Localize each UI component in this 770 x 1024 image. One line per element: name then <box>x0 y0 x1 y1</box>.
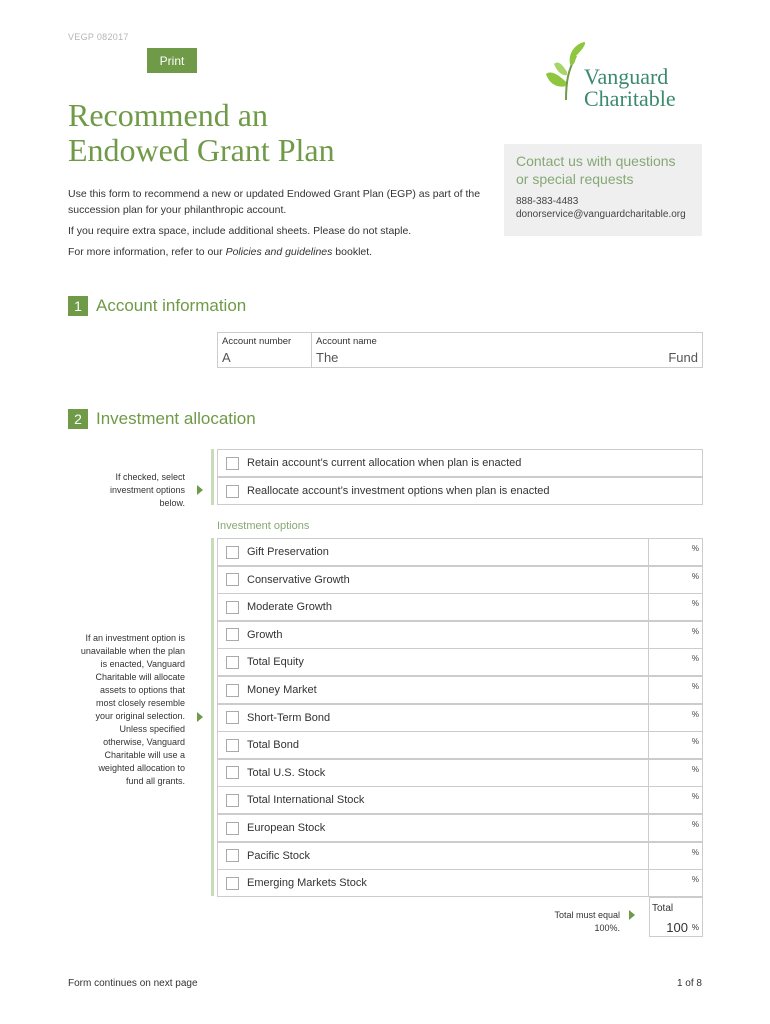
retain-allocation-label: Retain account’s current allocation when plan is enacted <box>247 457 522 469</box>
investment-option-row[interactable] <box>217 731 703 759</box>
investment-option-row[interactable] <box>217 593 703 621</box>
contact-box <box>504 144 702 236</box>
investment-option-checkbox[interactable] <box>226 601 239 614</box>
investment-option-label: Total U.S. Stock <box>247 766 326 779</box>
investment-option-label: Moderate Growth <box>247 601 332 614</box>
reallocate-checkbox[interactable] <box>226 485 239 498</box>
form-code: VEGP 082017 <box>68 32 129 42</box>
investment-option-checkbox[interactable] <box>226 573 239 586</box>
investment-option-percent-input[interactable] <box>649 621 703 649</box>
section-2-header <box>68 409 256 429</box>
form-continues-note: Form continues on next page <box>68 978 198 989</box>
contact-heading-line1: Contact us with questions <box>516 153 676 169</box>
investment-option-checkbox[interactable] <box>226 822 239 835</box>
investment-option-percent-input[interactable] <box>649 759 703 787</box>
investment-option-row[interactable] <box>217 814 703 842</box>
investment-option-label: European Stock <box>247 822 326 834</box>
investment-option-checkbox[interactable] <box>226 628 239 641</box>
investment-option-checkbox[interactable] <box>226 684 239 697</box>
investment-option-cell[interactable] <box>217 842 649 870</box>
account-name-suffix: Fund <box>668 350 698 365</box>
investment-option-percent-input[interactable] <box>649 786 703 814</box>
investment-option-row[interactable] <box>217 869 703 897</box>
account-number-value: A <box>222 350 231 365</box>
contact-phone: 888-383-4483 <box>516 196 579 207</box>
investment-option-label: Total International Stock <box>247 794 365 807</box>
investment-option-label: Pacific Stock <box>247 849 310 862</box>
investment-option-row[interactable] <box>217 842 703 870</box>
investment-option-checkbox[interactable] <box>226 656 239 669</box>
investment-options-heading: Investment options <box>217 520 310 532</box>
title-line1: Recommend an <box>68 97 268 133</box>
percent-sign: % <box>691 737 699 747</box>
investment-option-label: Total Bond <box>247 739 299 752</box>
total-field[interactable] <box>649 897 703 937</box>
pointer-arrow-icon <box>197 712 203 722</box>
account-info-box <box>217 332 703 368</box>
investment-option-label: Money Market <box>247 684 317 696</box>
vanguard-charitable-logo <box>546 40 706 112</box>
pointer-arrow-icon <box>629 910 635 920</box>
investment-option-checkbox[interactable] <box>226 546 239 559</box>
investment-option-cell[interactable] <box>217 704 649 732</box>
investment-option-percent-input[interactable] <box>649 566 703 594</box>
retain-allocation-checkbox[interactable] <box>226 457 239 470</box>
investment-option-row[interactable] <box>217 676 703 704</box>
total-percent-sign: % <box>691 923 699 932</box>
investment-option-checkbox[interactable] <box>226 877 239 890</box>
investment-option-percent-input[interactable] <box>649 538 703 566</box>
investment-option-percent-input[interactable] <box>649 648 703 676</box>
percent-sign: % <box>691 709 699 719</box>
pointer-arrow-icon <box>197 485 203 495</box>
investment-option-cell[interactable] <box>217 676 649 704</box>
investment-option-percent-input[interactable] <box>649 704 703 732</box>
investment-option-row[interactable] <box>217 648 703 676</box>
investment-option-percent-input[interactable] <box>649 593 703 621</box>
total-note: Total must equal 100%. <box>554 910 620 933</box>
policies-guidelines-link: Policies and guidelines <box>225 246 333 258</box>
investment-option-row[interactable] <box>217 538 703 566</box>
investment-option-checkbox[interactable] <box>226 739 239 752</box>
total-label: Total <box>652 903 674 914</box>
intro-paragraph-1: Use this form to recommend a new or updated Endowed Grant Plan (EGP) as part of the succession plan for your philanthropic account. <box>68 188 481 216</box>
investment-option-row[interactable] <box>217 759 703 787</box>
print-button[interactable]: Print <box>147 48 197 73</box>
percent-sign: % <box>691 847 699 857</box>
investment-option-row[interactable] <box>217 566 703 594</box>
investment-option-row[interactable] <box>217 786 703 814</box>
investment-option-checkbox[interactable] <box>226 711 239 724</box>
investment-option-percent-input[interactable] <box>649 731 703 759</box>
investment-option-checkbox[interactable] <box>226 849 239 862</box>
investment-option-cell[interactable] <box>217 566 649 594</box>
investment-option-cell[interactable] <box>217 593 649 621</box>
investment-option-checkbox[interactable] <box>226 794 239 807</box>
investment-option-label: Short-Term Bond <box>247 711 331 724</box>
retain-allocation-row[interactable] <box>217 449 703 477</box>
investment-option-cell[interactable] <box>217 786 649 814</box>
intro-paragraph-3 <box>68 244 488 260</box>
investment-option-label: Total Equity <box>247 656 304 669</box>
reallocate-label: Reallocate account’s investment options when plan is enacted <box>247 485 550 497</box>
percent-sign: % <box>691 875 699 885</box>
section-1-title: Account information <box>96 296 247 315</box>
percent-sign: % <box>691 654 699 664</box>
section-1-header <box>68 296 246 316</box>
investment-option-cell[interactable] <box>217 814 649 842</box>
investment-option-percent-input[interactable] <box>649 814 703 842</box>
account-name-field[interactable] <box>312 333 702 367</box>
account-number-label: Account number <box>222 336 292 347</box>
total-value: 100 <box>666 920 688 935</box>
percent-sign: % <box>691 682 699 691</box>
logo-line1: Vanguard <box>584 64 669 89</box>
contact-heading-line2: or special requests <box>516 171 634 187</box>
percent-sign: % <box>691 792 699 802</box>
investment-option-row[interactable] <box>217 704 703 732</box>
percent-sign: % <box>691 820 699 829</box>
investment-option-cell[interactable] <box>217 538 649 566</box>
investment-option-cell[interactable] <box>217 621 649 649</box>
account-number-field[interactable] <box>218 333 312 367</box>
investment-option-percent-input[interactable] <box>649 842 703 870</box>
section-2-title: Investment allocation <box>96 409 256 428</box>
page-title <box>68 98 468 168</box>
intro-paragraph-2: If you require extra space, include additional sheets. Please do not staple. <box>68 225 412 237</box>
investment-option-label: Emerging Markets Stock <box>247 877 367 890</box>
logo-line2: Charitable <box>584 86 676 111</box>
percent-sign: % <box>691 571 699 581</box>
title-line2: Endowed Grant Plan <box>68 132 335 168</box>
investment-option-cell[interactable] <box>217 869 649 897</box>
allocation-green-bar <box>211 449 214 505</box>
percent-sign: % <box>691 544 699 553</box>
investment-option-row[interactable] <box>217 621 703 649</box>
intro-p3-after: booklet. <box>332 246 373 258</box>
investment-option-percent-input[interactable] <box>649 676 703 704</box>
investment-option-cell[interactable] <box>217 731 649 759</box>
investment-option-cell[interactable] <box>217 759 649 787</box>
investment-option-cell[interactable] <box>217 648 649 676</box>
investment-option-label: Growth <box>247 628 283 641</box>
contact-email: donorservice@vanguardcharitable.org <box>516 209 686 220</box>
account-name-value: The <box>316 350 339 365</box>
investment-option-label: Gift Preservation <box>247 546 329 558</box>
reallocate-note: If checked, select investment options below. <box>109 472 185 508</box>
investment-option-percent-input[interactable] <box>649 869 703 897</box>
percent-sign: % <box>691 626 699 636</box>
percent-sign: % <box>691 599 699 609</box>
section-2-number: 2 <box>68 409 88 429</box>
account-name-label: Account name <box>316 336 377 347</box>
leaf-icon <box>546 42 586 102</box>
page-number: 1 of 8 <box>676 978 702 989</box>
section-1-number: 1 <box>68 296 88 316</box>
investment-option-label: Conservative Growth <box>247 573 350 586</box>
reallocate-row[interactable] <box>217 477 703 505</box>
percent-sign: % <box>691 764 699 774</box>
investment-options-note: If an investment option is unavailable when the plan is enacted, Vanguard Charitable will allocate assets to options that most closely resemble your original selection. Unless specified otherwise, Vanguard Charitable will use a weighted allocation to fund all grants. <box>80 633 185 786</box>
intro-p3-before: For more information, refer to our <box>68 246 226 258</box>
options-green-bar <box>211 538 214 896</box>
investment-option-checkbox[interactable] <box>226 766 239 779</box>
